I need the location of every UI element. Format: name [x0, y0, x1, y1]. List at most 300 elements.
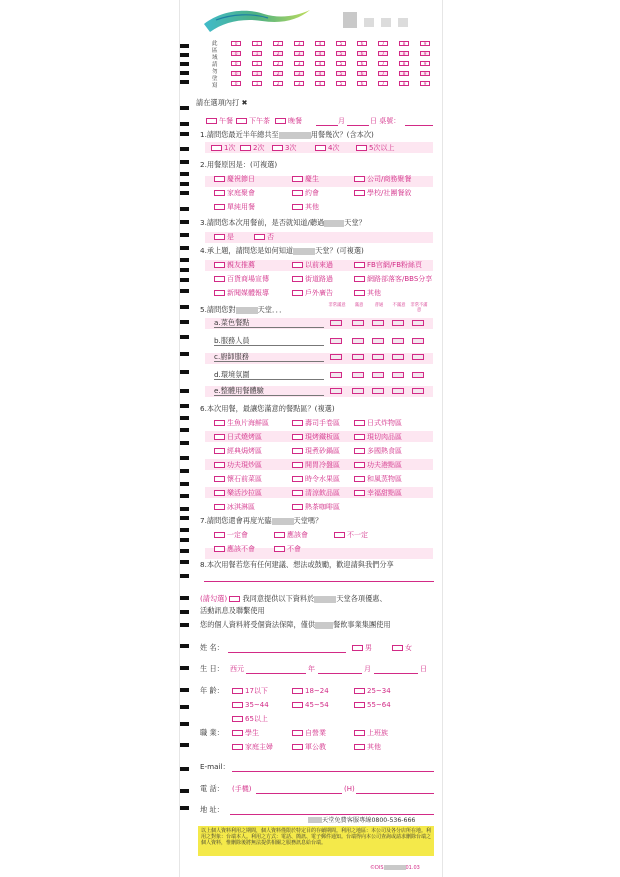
job-label: 職 業： — [200, 728, 224, 737]
timing-mark — [180, 610, 189, 614]
job-option[interactable]: 學生 — [232, 728, 259, 738]
checkbox[interactable] — [214, 262, 225, 268]
header-bubble[interactable]: 8 — [399, 41, 409, 46]
header-bubble[interactable]: 7 — [378, 41, 388, 46]
q6-option[interactable]: 懷石前菜區 — [214, 474, 262, 484]
q7-option[interactable]: 一定會 — [214, 530, 248, 540]
q6-option[interactable]: 功夫現炒區 — [214, 460, 262, 470]
q5-scale-label: 普通 — [374, 303, 384, 308]
q7-text: 7.請問您還會再度光臨 天堂嗎？ — [200, 516, 323, 525]
checkbox[interactable] — [292, 262, 303, 268]
q7-option[interactable]: 不會 — [274, 544, 301, 554]
birth-year-field[interactable] — [246, 673, 306, 674]
q6-option[interactable]: 日式燒烤區 — [214, 432, 262, 442]
header-bubble[interactable]: 4 — [315, 81, 325, 86]
header-bubble[interactable]: 0 — [231, 81, 241, 86]
timing-mark — [180, 806, 189, 810]
checkbox[interactable] — [334, 532, 345, 538]
header-bubble[interactable]: 9 — [420, 41, 430, 46]
month-label-2: 月 — [364, 665, 371, 673]
q5-rating-box[interactable] — [372, 372, 384, 378]
timing-mark — [180, 549, 189, 553]
timing-mark — [180, 623, 189, 627]
q3-option[interactable]: 是 — [214, 232, 234, 242]
checkbox[interactable] — [214, 234, 225, 240]
q7-option[interactable]: 應該會 — [274, 530, 308, 540]
header-bubble[interactable]: 5 — [336, 71, 346, 76]
header-bubble[interactable]: 8 — [399, 51, 409, 56]
checkbox[interactable] — [354, 490, 365, 496]
header-bubble[interactable]: 1 — [252, 81, 262, 86]
timing-mark — [180, 482, 189, 486]
meal-lunch[interactable]: 午餐 — [206, 116, 233, 126]
q7-option[interactable]: 應該不會 — [214, 544, 255, 554]
q5-rating-box[interactable] — [392, 354, 404, 360]
checkbox[interactable] — [354, 290, 365, 296]
checkbox[interactable] — [214, 448, 225, 454]
q5-item-underline — [214, 379, 324, 380]
q4-option[interactable]: 親友推薦 — [214, 260, 255, 270]
home-phone-field[interactable] — [356, 793, 434, 794]
timing-mark — [180, 789, 189, 793]
q4-option[interactable]: 新聞媒體報導 — [214, 288, 269, 298]
q4-option[interactable]: 其他 — [354, 288, 381, 298]
checkbox[interactable] — [292, 290, 303, 296]
header-bubble[interactable]: 4 — [315, 51, 325, 56]
q2-option[interactable]: 慶生 — [292, 174, 319, 184]
q4-option[interactable]: 網路部落客/BBS分享 — [354, 274, 432, 284]
header-bubble[interactable]: 3 — [294, 71, 304, 76]
q4-text: 4.承上題，請問您是如何知道 天堂？(可複選) — [200, 246, 364, 255]
q2-option[interactable]: 單純用餐 — [214, 202, 255, 212]
q5-rating-box[interactable] — [372, 354, 384, 360]
header-bubble[interactable]: 8 — [399, 71, 409, 76]
header-bubble[interactable]: 3 — [294, 41, 304, 46]
checkbox[interactable] — [292, 688, 303, 694]
do-not-write-label: 此區域請勿塗寫 — [212, 41, 218, 89]
checkbox[interactable] — [254, 234, 265, 240]
timing-mark — [180, 370, 189, 374]
q6-option[interactable]: 熱茶咖啡區 — [292, 502, 340, 512]
timing-mark — [180, 147, 189, 151]
checkbox[interactable] — [354, 462, 365, 468]
checkbox[interactable] — [214, 490, 225, 496]
checkbox[interactable] — [354, 190, 365, 196]
job-option[interactable]: 上班族 — [354, 728, 388, 738]
q1-option[interactable]: 4次 — [315, 143, 339, 153]
q5-rating-box[interactable] — [330, 320, 342, 326]
name-field[interactable] — [228, 652, 346, 653]
timing-mark — [180, 743, 189, 747]
timing-mark — [180, 233, 189, 237]
q6-option[interactable]: 幸福甜點區 — [354, 488, 402, 498]
q5-scale-label: 非常不滿意 — [410, 303, 428, 313]
checkbox[interactable] — [232, 716, 243, 722]
q8-answer-line[interactable] — [204, 581, 434, 582]
q1-option[interactable]: 3次 — [272, 143, 296, 153]
q5-item: d.環境氛圍 — [214, 370, 250, 379]
timing-mark — [180, 182, 189, 186]
header-bubble[interactable]: 3 — [294, 61, 304, 66]
timing-mark — [180, 538, 189, 542]
header-bubble[interactable]: 5 — [336, 41, 346, 46]
q8-text: 8.本次用餐若您有任何建議、想法或鼓勵，歡迎請與我們分享 — [200, 560, 394, 569]
checkbox[interactable] — [292, 476, 303, 482]
checkbox[interactable] — [354, 476, 365, 482]
header-bubble[interactable]: 9 — [420, 51, 430, 56]
q6-option[interactable]: 壽司手卷區 — [292, 418, 340, 428]
timing-mark — [180, 53, 189, 57]
timing-mark — [180, 160, 189, 164]
header-bubble[interactable]: 4 — [315, 61, 325, 66]
q5-rating-box[interactable] — [412, 388, 424, 394]
header-bubble[interactable]: 2 — [273, 71, 283, 76]
checkbox[interactable] — [354, 262, 365, 268]
header-bubble[interactable]: 6 — [357, 81, 367, 86]
q5-rating-box[interactable] — [352, 338, 364, 344]
q5-scale-label: 滿意 — [354, 303, 364, 308]
q5-text: 5.請問您對 天堂．．． — [200, 305, 287, 314]
timing-mark — [180, 289, 189, 293]
q4-option[interactable]: 百貨商場宣傳 — [214, 274, 269, 284]
email-label: E-mail： — [200, 762, 230, 771]
checkbox[interactable] — [214, 546, 225, 552]
q6-option[interactable]: 現烤鐵板區 — [292, 432, 340, 442]
header-bubble[interactable]: 4 — [315, 41, 325, 46]
checkbox[interactable] — [211, 145, 222, 151]
header-bubble[interactable]: 3 — [294, 51, 304, 56]
timing-mark — [180, 268, 189, 272]
checkbox[interactable] — [292, 490, 303, 496]
checkbox[interactable] — [354, 744, 365, 750]
header-bubble[interactable]: 7 — [378, 51, 388, 56]
q5-rating-box[interactable] — [352, 388, 364, 394]
header-bubble[interactable]: 8 — [399, 61, 409, 66]
checkbox[interactable] — [214, 204, 225, 210]
q4-option[interactable]: FB官網/FB粉絲頁 — [354, 260, 422, 270]
checkbox[interactable] — [292, 420, 303, 426]
header-bubble[interactable]: 6 — [357, 41, 367, 46]
header-bubble[interactable]: 5 — [336, 61, 346, 66]
checkbox[interactable] — [354, 730, 365, 736]
q5-rating-box[interactable] — [352, 354, 364, 360]
header-bubble[interactable]: 4 — [315, 71, 325, 76]
header-bubble[interactable]: 5 — [336, 81, 346, 86]
q5-rating-box[interactable] — [392, 338, 404, 344]
timing-mark — [180, 335, 189, 339]
job-option[interactable]: 家庭主婦 — [232, 742, 273, 752]
q6-option[interactable]: 清涼飲品區 — [292, 488, 340, 498]
age-option[interactable]: 17以下 — [232, 686, 268, 696]
age-label: 年 齡： — [200, 686, 224, 695]
q5-rating-box[interactable] — [392, 372, 404, 378]
checkbox[interactable] — [232, 688, 243, 694]
privacy-notice: 以上個人資料利用之期間，個人資料僅限於特定目的存續期間。利用之地區：本公司及各分店所在地。利用之對象：台端本人。利用之方式：電話、簡訊、電子郵件通知。台端得向本公司查詢或請求刪除台端之個人資料，惟刪除後將無法提供相關之服務訊息給台端。 — [198, 826, 434, 856]
q3-text: 3.請問您本次用餐前，是否就知道/聽過 天堂？ — [200, 218, 366, 227]
x-mark-icon: ✖ — [241, 98, 248, 107]
checkbox[interactable] — [272, 145, 283, 151]
checkbox[interactable] — [214, 190, 225, 196]
header-bubble[interactable]: 3 — [294, 81, 304, 86]
q5-rating-box[interactable] — [412, 372, 424, 378]
q5-rating-box[interactable] — [372, 320, 384, 326]
timing-mark — [180, 666, 189, 670]
q5-item-underline — [214, 361, 324, 362]
checkbox[interactable] — [315, 145, 326, 151]
header-bubble[interactable]: 7 — [378, 81, 388, 86]
q6-option[interactable]: 多國熱食區 — [354, 446, 402, 456]
consent-line-2: 活動訊息及聯繫使用 — [200, 606, 265, 615]
timing-mark — [180, 220, 189, 224]
q6-option[interactable]: 經典焗烤區 — [214, 446, 262, 456]
header-bubble[interactable]: 1 — [252, 61, 262, 66]
timing-mark — [180, 80, 189, 84]
q1-option[interactable]: 1次 — [211, 143, 235, 153]
q5-rating-box[interactable] — [330, 338, 342, 344]
timing-mark — [180, 416, 189, 420]
q5-rating-box[interactable] — [352, 320, 364, 326]
q5-rating-box[interactable] — [372, 388, 384, 394]
q1-option[interactable]: 5次以上 — [356, 143, 394, 153]
age-option[interactable]: 18~24 — [292, 686, 329, 696]
timing-mark — [180, 246, 189, 250]
timing-mark — [180, 705, 189, 709]
q6-option[interactable]: 開胃冷盤區 — [292, 460, 340, 470]
q6-option[interactable]: 時令水果區 — [292, 474, 340, 484]
timing-mark — [180, 404, 189, 408]
q5-rating-box[interactable] — [330, 372, 342, 378]
meal-dinner[interactable]: 晚餐 — [275, 116, 302, 126]
q4-option[interactable]: 街道路過 — [292, 274, 333, 284]
timing-mark — [180, 305, 189, 309]
q2-option[interactable]: 約會 — [292, 188, 319, 198]
birthday-label: 生 日： — [200, 664, 224, 673]
checkbox[interactable] — [214, 176, 225, 182]
q3-option[interactable]: 否 — [254, 232, 274, 242]
email-field[interactable] — [232, 771, 434, 772]
year-label: 年 — [308, 665, 315, 673]
q6-option[interactable]: 冰淇淋區 — [214, 502, 255, 512]
hotline: 天堂免費客服專線0800-536-666 — [308, 816, 415, 826]
header-bubble[interactable]: 5 — [336, 51, 346, 56]
header-bubble[interactable]: 9 — [420, 81, 430, 86]
q5-rating-box[interactable] — [412, 320, 424, 326]
checkbox[interactable] — [354, 420, 365, 426]
q1-option[interactable]: 2次 — [240, 143, 264, 153]
timing-mark — [180, 44, 189, 48]
checkbox[interactable] — [214, 504, 225, 510]
q6-option[interactable]: 現煮砂鍋區 — [292, 446, 340, 456]
era-label: 西元 — [230, 665, 244, 673]
checkbox[interactable] — [354, 688, 365, 694]
checkbox[interactable] — [292, 462, 303, 468]
q6-text: 6.本次用餐，最讓您滿意的餐點區？(複選) — [200, 404, 335, 413]
checkbox[interactable] — [354, 276, 365, 282]
q5-item: a.菜色餐點 — [214, 318, 250, 327]
timing-mark — [180, 71, 189, 75]
header-bubble[interactable]: 6 — [357, 71, 367, 76]
header-bubble[interactable]: 9 — [420, 71, 430, 76]
header-bubble[interactable]: 8 — [399, 81, 409, 86]
header-bubble[interactable]: 0 — [231, 61, 241, 66]
job-option[interactable]: 自營業 — [292, 728, 326, 738]
timing-mark — [180, 560, 189, 564]
q5-rating-box[interactable] — [392, 320, 404, 326]
header-bubble[interactable]: 2 — [273, 41, 283, 46]
checkbox[interactable] — [354, 702, 365, 708]
q6-option[interactable]: 樂活沙拉區 — [214, 488, 262, 498]
checkbox[interactable] — [354, 448, 365, 454]
q2-option[interactable]: 其他 — [292, 202, 319, 212]
header-bubble[interactable]: 9 — [420, 61, 430, 66]
birth-month-field[interactable] — [318, 673, 362, 674]
q6-option[interactable]: 和風蒸物區 — [354, 474, 402, 484]
job-option[interactable]: 軍公教 — [292, 742, 326, 752]
q5-scale-label: 非常滿意 — [328, 303, 346, 308]
meal-tea[interactable]: 下午茶 — [236, 116, 270, 126]
q5-item-underline — [214, 345, 324, 346]
form-code: ©DIS 01.03 — [370, 865, 420, 871]
header-bubble[interactable]: 2 — [273, 51, 283, 56]
header-bubble[interactable]: 1 — [252, 41, 262, 46]
checkbox[interactable] — [292, 504, 303, 510]
age-option[interactable]: 25~34 — [354, 686, 391, 696]
header-bubble[interactable]: 2 — [273, 61, 283, 66]
age-option[interactable]: 55~64 — [354, 700, 391, 710]
timing-mark — [180, 172, 189, 176]
q5-item: c.廚師服務 — [214, 352, 249, 361]
job-option[interactable]: 其他 — [354, 742, 381, 752]
checkbox[interactable] — [240, 145, 251, 151]
timing-mark — [180, 469, 189, 473]
q2-option[interactable]: 慶祝節日 — [214, 174, 255, 184]
checkbox[interactable] — [292, 204, 303, 210]
header-bubble[interactable]: 1 — [252, 51, 262, 56]
header-bubble[interactable]: 2 — [273, 81, 283, 86]
header-bubble[interactable]: 0 — [231, 71, 241, 76]
checkbox[interactable] — [232, 730, 243, 736]
q6-option[interactable]: 現切肉品區 — [354, 432, 402, 442]
q5-item: b.服務人員 — [214, 336, 250, 345]
q5-rating-box[interactable] — [412, 338, 424, 344]
mobile-label: (手機) — [232, 785, 252, 793]
checkbox[interactable] — [214, 532, 225, 538]
q4-option[interactable]: 戶外廣告 — [292, 288, 333, 298]
timing-mark — [180, 596, 189, 600]
header-bubble[interactable]: 7 — [378, 61, 388, 66]
age-option[interactable]: 35~44 — [232, 700, 269, 710]
checkbox[interactable] — [292, 434, 303, 440]
q5-item-underline — [214, 395, 324, 396]
q6-option[interactable]: 生魚片海鮮區 — [214, 418, 269, 428]
q5-rating-box[interactable] — [392, 388, 404, 394]
q6-option[interactable]: 日式炸物區 — [354, 418, 402, 428]
day-label: 日 — [420, 665, 427, 673]
address-field[interactable] — [230, 814, 434, 815]
age-option[interactable]: 45~54 — [292, 700, 329, 710]
checkbox[interactable] — [354, 434, 365, 440]
q5-rating-box[interactable] — [372, 338, 384, 344]
timing-mark — [180, 688, 189, 692]
q5-rating-box[interactable] — [352, 372, 364, 378]
q5-rating-box[interactable] — [330, 388, 342, 394]
checkbox[interactable] — [292, 744, 303, 750]
gender-female[interactable]: 女 — [392, 643, 412, 653]
q2-option[interactable]: 家庭聚會 — [214, 188, 255, 198]
row-band — [205, 232, 433, 243]
q5-rating-box[interactable] — [330, 354, 342, 360]
timing-mark — [180, 258, 189, 262]
redacted-brand-3 — [381, 18, 391, 27]
timing-mark — [180, 516, 189, 520]
checkbox[interactable] — [292, 176, 303, 182]
timing-mark — [180, 389, 189, 393]
checkbox[interactable] — [214, 462, 225, 468]
gender-male[interactable]: 男 — [352, 643, 372, 653]
header-bubble[interactable]: 0 — [231, 41, 241, 46]
checkbox[interactable] — [214, 420, 225, 426]
checkbox[interactable] — [356, 145, 367, 151]
q2-option[interactable]: 學校/社團餐敘 — [354, 188, 411, 198]
header-bubble[interactable]: 6 — [357, 61, 367, 66]
checkbox[interactable] — [292, 730, 303, 736]
header-bubble[interactable]: 0 — [231, 51, 241, 56]
header-bubble[interactable]: 1 — [252, 71, 262, 76]
timing-mark — [180, 352, 189, 356]
checkbox[interactable] — [274, 532, 285, 538]
checkbox[interactable] — [214, 476, 225, 482]
q4-option[interactable]: 以前來過 — [292, 260, 333, 270]
timing-mark — [180, 456, 189, 460]
mobile-field[interactable] — [256, 793, 342, 794]
checkbox[interactable] — [292, 448, 303, 454]
age-option[interactable]: 65以上 — [232, 714, 268, 724]
checkbox[interactable] — [214, 276, 225, 282]
q5-rating-box[interactable] — [412, 354, 424, 360]
header-bubble[interactable]: 7 — [378, 71, 388, 76]
checkbox[interactable] — [232, 744, 243, 750]
checkbox[interactable] — [292, 276, 303, 282]
q7-option[interactable]: 不一定 — [334, 530, 368, 540]
checkbox[interactable] — [354, 176, 365, 182]
timing-mark — [180, 122, 189, 126]
timing-mark — [180, 428, 189, 432]
checkbox[interactable] — [292, 702, 303, 708]
home-label: (H) — [344, 785, 355, 793]
timing-mark — [180, 106, 189, 110]
checkbox[interactable] — [214, 434, 225, 440]
timing-mark — [180, 574, 189, 578]
timing-mark — [180, 441, 189, 445]
checkbox[interactable] — [214, 290, 225, 296]
q2-text: 2.用餐原因是：(可複選) — [200, 160, 278, 169]
q2-option[interactable]: 公司/商務聚餐 — [354, 174, 411, 184]
phone-label: 電 話： — [200, 784, 224, 793]
timing-mark — [180, 722, 189, 726]
timing-mark — [180, 528, 189, 532]
birth-day-field[interactable] — [374, 673, 418, 674]
timing-mark — [180, 767, 189, 771]
q5-scale-label: 不滿意 — [392, 303, 406, 308]
checkbox[interactable] — [292, 190, 303, 196]
timing-mark — [180, 278, 189, 282]
checkbox[interactable] — [232, 702, 243, 708]
brand-logo — [202, 6, 312, 36]
checkbox[interactable] — [274, 546, 285, 552]
header-bubble[interactable]: 6 — [357, 51, 367, 56]
address-label: 地 址： — [200, 805, 224, 814]
q6-option[interactable]: 功夫港點區 — [354, 460, 402, 470]
